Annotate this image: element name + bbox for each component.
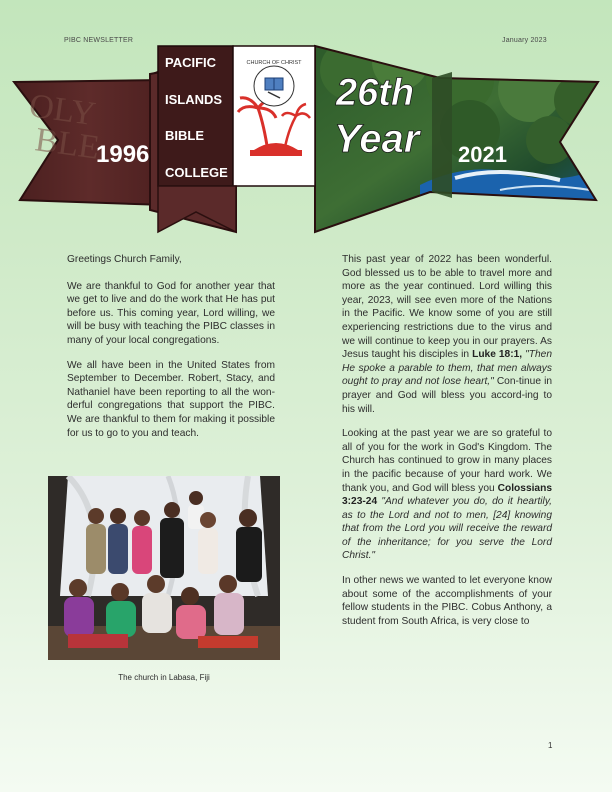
greeting: Greetings Church Family, [67, 254, 182, 265]
right-paragraph-1-text: This past year of 2022 has been wonderful. God blessed us to be able to travel more and more as the year continued. Lord willing this year, 2023, will see even more of the Nations in the Pacific. We know some of you are still experiencing restrictions due to the virus and we will continue to keep you in our prayers. As Jesus taught his disciples in [342, 254, 552, 361]
right-paragraph-1 [342, 253, 552, 416]
ribbon-letters-top: OLY [26, 87, 98, 134]
page-number: 1 [548, 741, 553, 750]
right-paragraph-1-end: Con-tinue in prayer and God will bless you accord-ing to his will. [342, 376, 552, 415]
right-paragraph-2 [342, 427, 552, 563]
congregation-photo [48, 476, 280, 660]
scripture-reference-colossians: Colossians 3:23-24 [342, 482, 552, 508]
newsletter-date: January 2023 [502, 37, 547, 44]
scripture-quote-colossians: "And whatever you do, do it heartily, as to the Lord and not to men, [24] knowing that from the Lord you will receive the reward of the inheritance; for you serve the Lord Christ." [342, 496, 552, 562]
scripture-quote-luke: "Then He spoke a parable to them, that men always ought to pray and not lose heart," [342, 349, 552, 388]
end-year: 2021 [458, 142, 507, 167]
right-paragraph-3: In other news we wanted to let everyone know about some of the accomplishments of your fellow students in the PIBC. Cobus Anthony, a student from South Africa, is very close to [342, 575, 552, 627]
college-name-line-3: BIBLE [165, 128, 204, 143]
anniversary-banner [0, 0, 612, 240]
college-name-line-2: ISLANDS [165, 92, 223, 107]
ribbon-letters-bottom: BLE [32, 121, 102, 167]
college-name-line-1: PACIFIC [165, 55, 217, 70]
anniversary-number: 26th [336, 72, 415, 114]
anniversary-word: Year [334, 117, 420, 161]
left-paragraph-2: We all have been in the United States from September to December. Robert, Stacy, and Nathaniel have been reporting to all the won-derful congregations that support the PIBC. We are thankful to them for making it possible for us to go to you and teach. [67, 359, 275, 439]
right-paragraph-2-text: Looking at the past year we are so grateful to all of you for the work in God's Kingdom. The Church has continued to grow in many places in the pacific because of your hard work. We thank you, and God will bless you [342, 428, 552, 494]
left-column [67, 253, 275, 451]
start-year: 1996 [96, 141, 150, 168]
left-paragraph-1: We are thankful to God for another year that we get to live and do the work that He has put before us. This coming year, Lord willing, we will be busy with teaching the PIBC classes in many of your local congregations. [67, 280, 275, 346]
newsletter-label: PIBC NEWSLETTER [64, 37, 134, 44]
college-name-line-4: COLLEGE [165, 165, 228, 180]
logo-text: CHURCH OF CHRIST [246, 60, 302, 66]
photo-caption: The church in Labasa, Fiji [118, 673, 210, 682]
scripture-reference-luke: Luke 18:1, [472, 349, 523, 361]
right-column [342, 253, 552, 639]
